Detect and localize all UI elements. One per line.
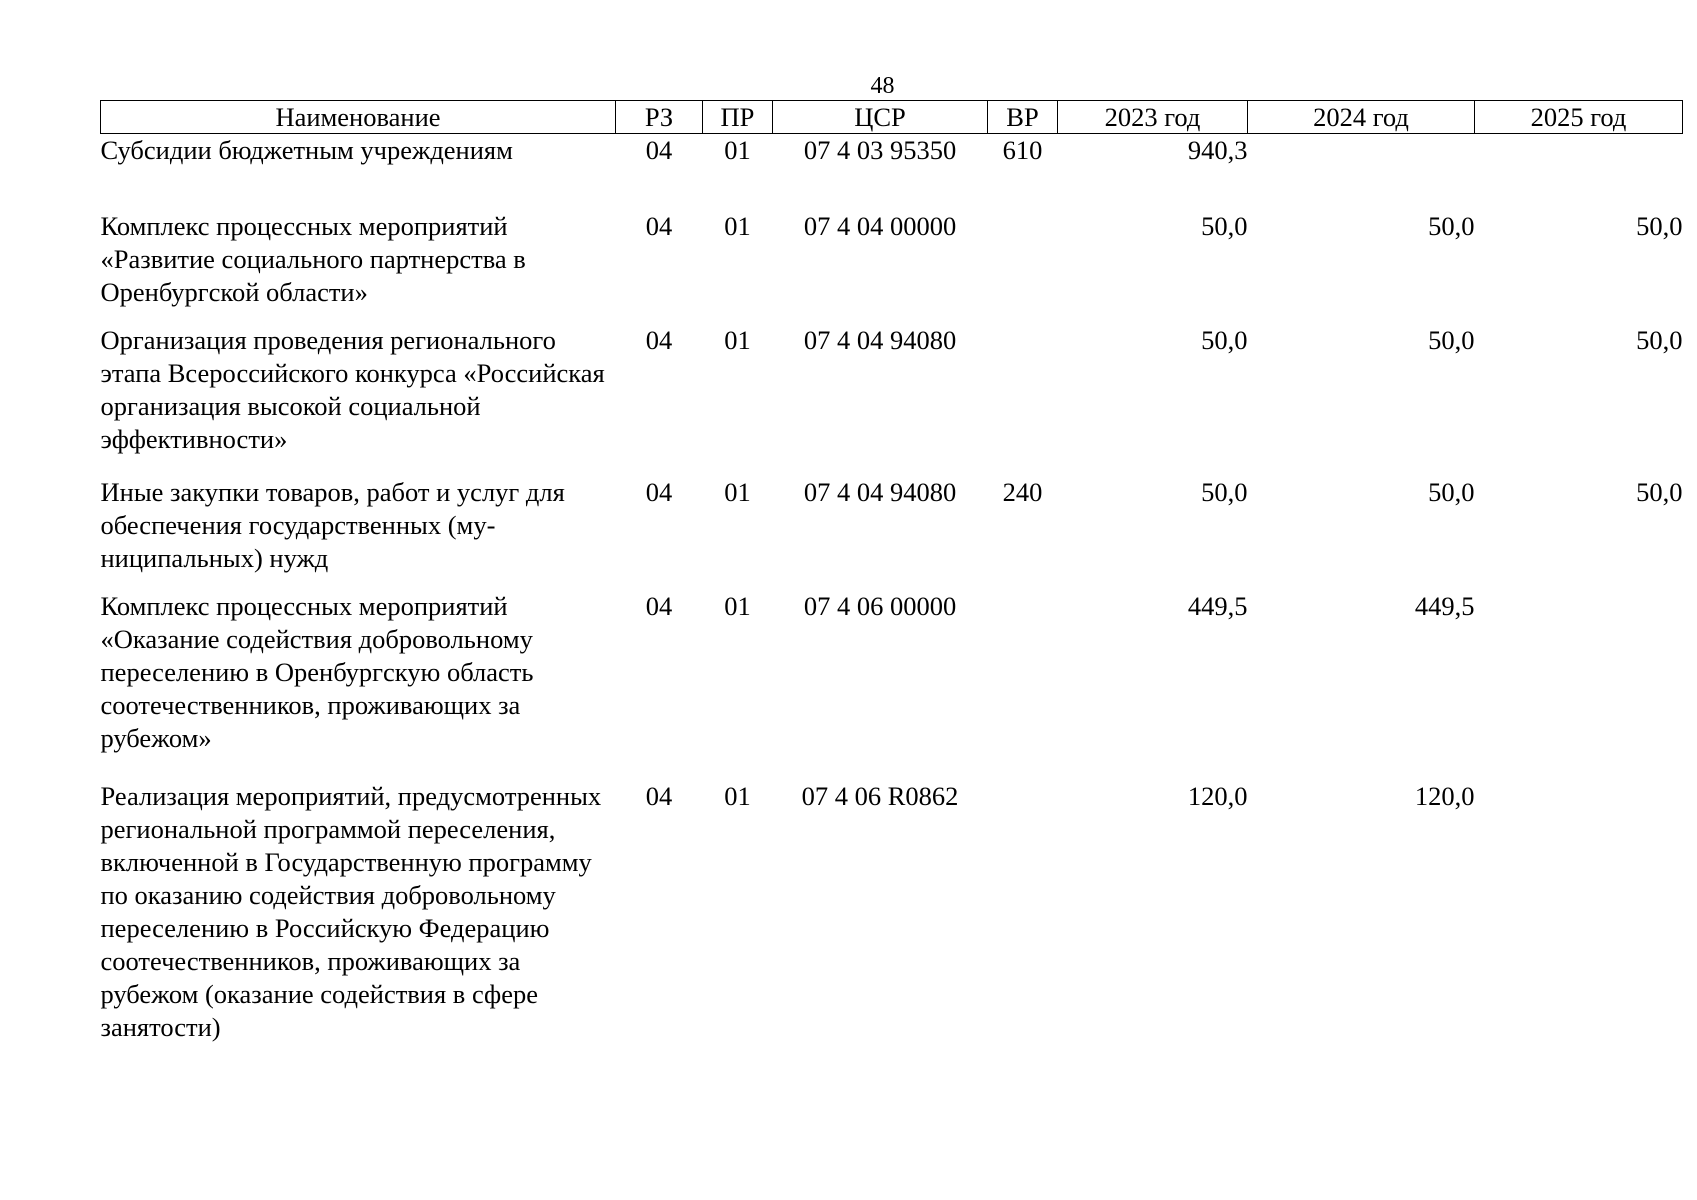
cell-pr: 01 bbox=[724, 477, 751, 507]
cell-name: Организация проведения регионального этапа Всероссийского конкурса «Российская организация высокой социальной эффективности» bbox=[100, 325, 605, 454]
table-row bbox=[101, 210, 1683, 324]
cell-name: Реализация мероприятий, предусмотренных региональной программой переселения, включенной в Государственную программу по оказанию содействия добровольному переселению в Российскую Федерацию соотечественников, проживающих за рубежом (оказание содействия в сфере занятости) bbox=[100, 781, 602, 1042]
cell-rz: 04 bbox=[645, 325, 673, 355]
budget-table bbox=[100, 100, 1683, 1044]
cell-rz: 04 bbox=[645, 135, 673, 165]
cell-vr bbox=[988, 780, 1058, 1044]
cell-vr bbox=[988, 590, 1058, 780]
cell-vr bbox=[988, 324, 1058, 476]
cell-2024: 50,0 bbox=[1428, 325, 1475, 355]
cell-2024: 120,0 bbox=[1414, 781, 1475, 811]
cell-2025: 50,0 bbox=[1636, 477, 1683, 507]
table-row bbox=[101, 324, 1683, 476]
table-row bbox=[101, 590, 1683, 780]
header-pr: ПР bbox=[703, 101, 773, 134]
header-rz: РЗ bbox=[616, 101, 703, 134]
header-csr: ЦСР bbox=[773, 101, 988, 134]
cell-2025: 50,0 bbox=[1636, 325, 1683, 355]
cell-2023: 449,5 bbox=[1187, 591, 1248, 621]
cell-2023: 50,0 bbox=[1201, 211, 1248, 241]
cell-rz: 04 bbox=[645, 591, 673, 621]
header-2023: 2023 год bbox=[1058, 101, 1248, 134]
cell-2023: 50,0 bbox=[1201, 325, 1248, 355]
header-2025: 2025 год bbox=[1475, 101, 1683, 134]
cell-csr: 07 4 04 94080 bbox=[803, 477, 957, 507]
table-row bbox=[101, 134, 1683, 211]
cell-name: Субсидии бюджетным учреждениям bbox=[100, 135, 513, 165]
cell-2025: 50,0 bbox=[1636, 211, 1683, 241]
cell-vr: 240 bbox=[1002, 477, 1043, 507]
cell-name: Иные закупки товаров, работ и услуг для обеспечения государственных (муниципальных) нужд bbox=[100, 477, 565, 573]
cell-2025 bbox=[1475, 590, 1683, 780]
cell-2024: 50,0 bbox=[1428, 477, 1475, 507]
header-name: Наименование bbox=[101, 101, 616, 134]
cell-name: Комплекс процессных мероприятий «Развитие социального партнерства в Оренбургской области» bbox=[100, 211, 526, 307]
cell-rz: 04 bbox=[645, 211, 673, 241]
cell-csr: 07 4 04 00000 bbox=[803, 211, 957, 241]
header-row bbox=[101, 101, 1683, 134]
cell-pr: 01 bbox=[724, 135, 751, 165]
cell-rz: 04 bbox=[645, 781, 673, 811]
table-row bbox=[101, 780, 1683, 1044]
cell-pr: 01 bbox=[724, 325, 751, 355]
cell-pr: 01 bbox=[724, 211, 751, 241]
cell-2023: 120,0 bbox=[1187, 781, 1248, 811]
cell-2024 bbox=[1248, 134, 1475, 211]
header-2024: 2024 год bbox=[1248, 101, 1475, 134]
cell-pr: 01 bbox=[724, 781, 751, 811]
cell-vr bbox=[988, 210, 1058, 324]
cell-csr: 07 4 06 00000 bbox=[803, 591, 957, 621]
cell-csr: 07 4 06 R0862 bbox=[801, 781, 959, 811]
page-number: 48 bbox=[870, 73, 895, 99]
cell-2023: 50,0 bbox=[1201, 477, 1248, 507]
header-vr: ВР bbox=[988, 101, 1058, 134]
table-header bbox=[101, 101, 1683, 134]
table-body bbox=[101, 134, 1683, 1045]
cell-vr: 610 bbox=[1002, 135, 1043, 165]
cell-2024: 50,0 bbox=[1428, 211, 1475, 241]
cell-csr: 07 4 04 94080 bbox=[803, 325, 957, 355]
cell-2025 bbox=[1475, 780, 1683, 1044]
cell-csr: 07 4 03 95350 bbox=[803, 135, 957, 165]
cell-2024: 449,5 bbox=[1414, 591, 1475, 621]
cell-2023: 940,3 bbox=[1187, 135, 1248, 165]
cell-2025 bbox=[1475, 134, 1683, 211]
cell-pr: 01 bbox=[724, 591, 751, 621]
cell-name: Комплекс процессных мероприятий «Оказание содействия добровольному переселению в Оренбургскую область соотечественников, проживающих за рубежом» bbox=[100, 591, 534, 753]
cell-rz: 04 bbox=[645, 477, 673, 507]
table-row bbox=[101, 476, 1683, 590]
